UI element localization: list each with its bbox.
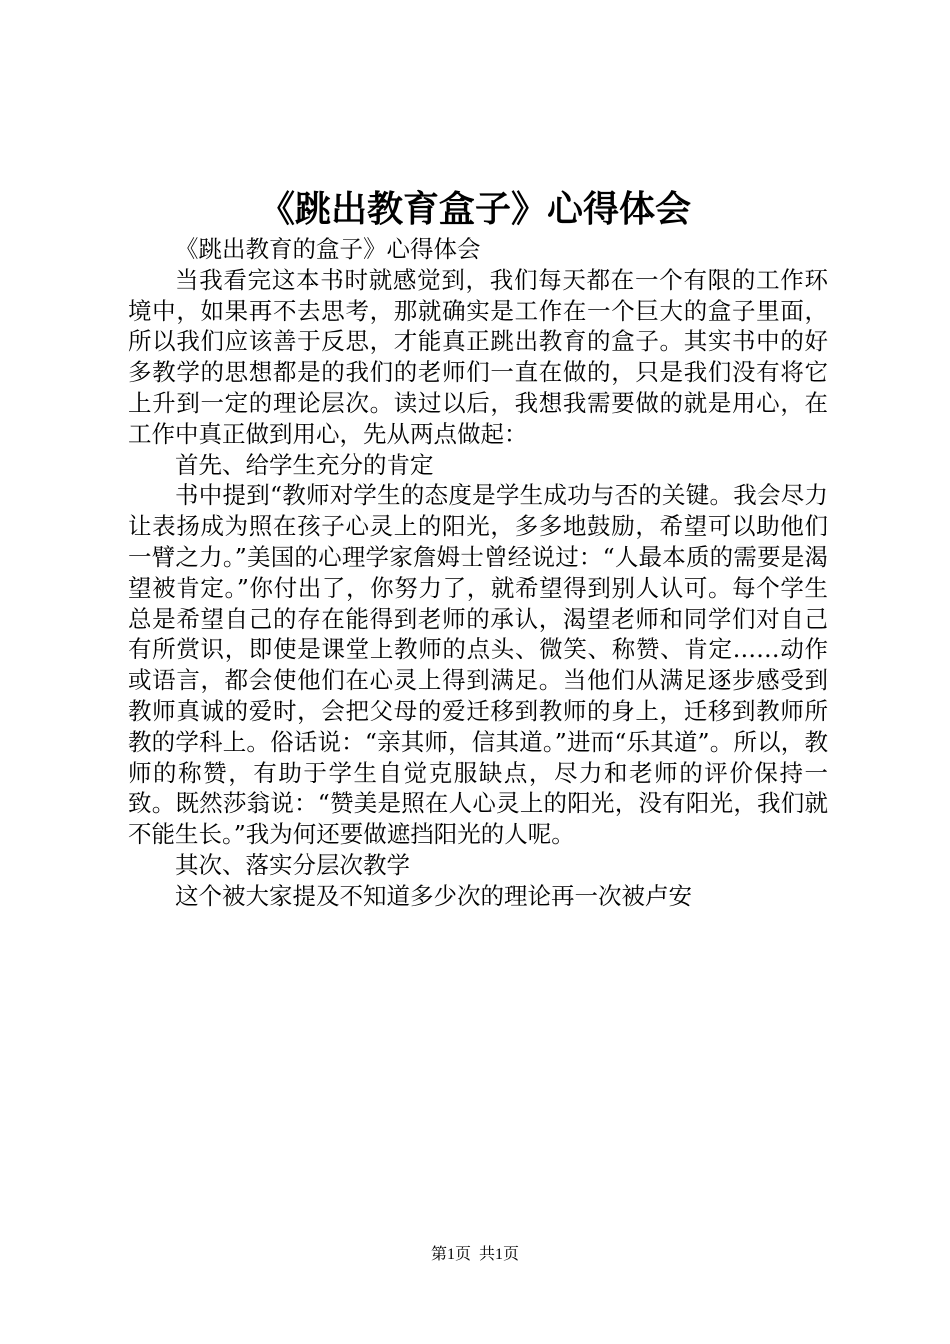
paragraph-affirmation: 书中提到“教师对学生的态度是学生成功与否的关键。我会尽力让表扬成为照在孩子心灵上的阳光，多多地鼓励，希望可以助他们一臂之力。”美国的心理学家詹姆士曾经说过：“人最本质的需要是渴望被肯定。”你付出了，你努力了，就希望得到别人认可。每个学生总是希望自己的存在能得到老师的承认，渴望老师和同学们对自己有所赏识，即使是课堂上教师的点头、微笑、称赞、肯定……动作或语言，都会使他们在心灵上得到满足。当他们从满足逐步感受到教师真诚的爱时，会把父母的爱迁移到教师的身上，迁移到教师所教的学科上。俗话说：“亲其师，信其道。”进而“乐其道”。所以，教师的称赞，有助于学生自觉克服缺点，尽力和老师的评价保持一致。既然莎翁说：“赞美是照在人心灵上的阳光，没有阳光，我们就不能生长。”我为何还要做遮挡阳光的人呢。 xyxy=(128,481,828,849)
section-heading-first: 首先、给学生充分的肯定 xyxy=(175,450,434,479)
paragraph-subtitle: 《跳出教育的盒子》心得体会 xyxy=(175,235,481,263)
page-total: 共1页 xyxy=(479,1246,520,1263)
paragraph-tiered-teaching: 这个被大家提及不知道多少次的理论再一次被卢安 xyxy=(175,881,692,910)
section-heading-second: 其次、落实分层次教学 xyxy=(175,850,410,879)
document-title: 《跳出教育盒子》心得体会 xyxy=(258,188,691,230)
paragraph-intro: 当我看完这本书时就感觉到，我们每天都在一个有限的工作环境中，如果再不去思考，那就确实是工作在一个巨大的盒子里面，所以我们应该善于反思，才能真正跳出教育的盒子。其实书中的好多教学的思想都是的我们的老师们一直在做的，只是我们没有将它上升到一定的理论层次。读过以后，我想我需要做的就是用心，在工作中真正做到用心，先从两点做起： xyxy=(128,265,828,448)
page-footer xyxy=(0,1245,950,1265)
document-body xyxy=(128,234,828,912)
page-number: 第1页 xyxy=(430,1246,471,1263)
